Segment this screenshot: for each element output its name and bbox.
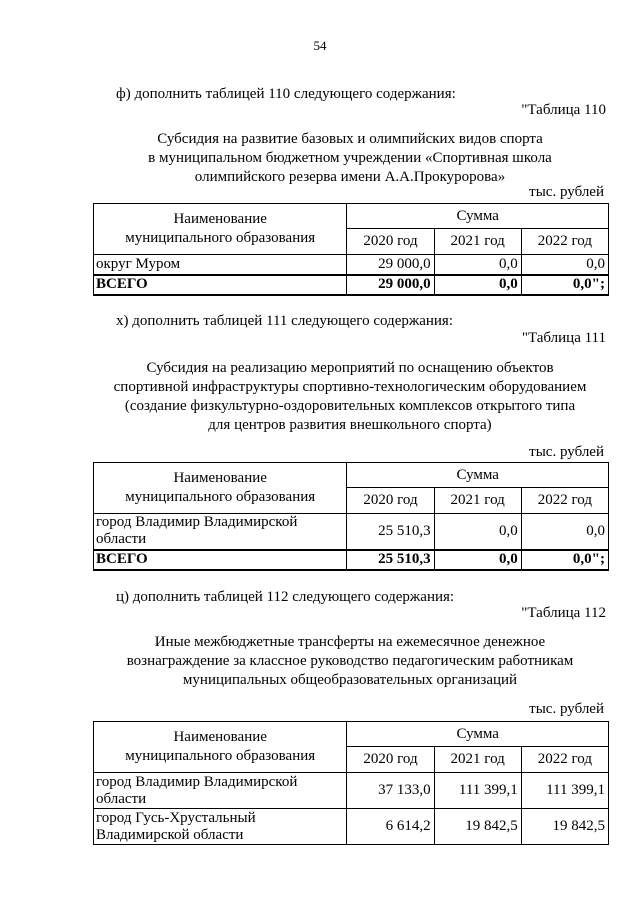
- column-header-year: 2021 год: [434, 488, 521, 514]
- total-row: [94, 550, 609, 570]
- column-header-year: 2020 год: [347, 488, 434, 514]
- value-cell: 25 510,3: [347, 514, 434, 550]
- value-cell: 6 614,2: [347, 809, 434, 845]
- total-label: ВСЕГО: [94, 275, 347, 295]
- table-reference: "Таблица 111: [521, 330, 606, 346]
- subsidy-table-110: [93, 203, 609, 296]
- units-label: тыс. рублей: [529, 184, 604, 200]
- value-cell: 29 000,0: [347, 255, 434, 275]
- section-intro: ц) дополнить таблицей 112 следующего содержания:: [116, 589, 455, 605]
- total-value: 0,0";: [521, 275, 608, 295]
- value-cell: 37 133,0: [347, 773, 434, 809]
- table-title: Иные межбюджетные трансферты на ежемесячное денежное вознаграждение за классное руководство педагогическим работникам муниципальных общеобразовательных организаций: [126, 634, 574, 688]
- column-header-name: Наименование муниципального образования: [94, 722, 347, 773]
- value-cell: 0,0: [521, 514, 608, 550]
- column-header-year: 2022 год: [521, 229, 608, 255]
- column-header-year: 2020 год: [347, 747, 434, 773]
- column-header-sum: Сумма: [347, 204, 609, 229]
- table-title: Субсидия на развитие базовых и олимпийских видов спорта в муниципальном бюджетном учреждении «Спортивная школа олимпийского резерва имени А.А.Прокуророва»: [148, 131, 552, 185]
- table-row: [94, 773, 609, 809]
- municipality-name: округ Муром: [94, 255, 347, 275]
- page-number: 54: [313, 38, 327, 53]
- column-header-year: 2022 год: [521, 747, 608, 773]
- units-label: тыс. рублей: [529, 701, 604, 717]
- column-header-name: Наименование муниципального образования: [94, 463, 347, 514]
- table-row: [94, 514, 609, 550]
- column-header-name: Наименование муниципального образования: [94, 204, 347, 255]
- column-header-year: 2020 год: [347, 229, 434, 255]
- total-value: 25 510,3: [347, 550, 434, 570]
- column-header-year: 2022 год: [521, 488, 608, 514]
- municipality-name: город Владимир Владимирской области: [94, 514, 347, 550]
- column-header-sum: Сумма: [347, 463, 609, 488]
- value-cell: 19 842,5: [434, 809, 521, 845]
- value-cell: 0,0: [434, 514, 521, 550]
- value-cell: 19 842,5: [521, 809, 608, 845]
- column-header-year: 2021 год: [434, 229, 521, 255]
- table-row: [94, 255, 609, 275]
- municipality-name: город Гусь-Хрустальный Владимирской области: [94, 809, 347, 845]
- section-intro: ф) дополнить таблицей 110 следующего содержания:: [116, 86, 456, 102]
- table-row: [94, 809, 609, 845]
- table-reference: "Таблица 112: [521, 605, 606, 621]
- value-cell: 111 399,1: [434, 773, 521, 809]
- value-cell: 0,0: [521, 255, 608, 275]
- total-value: 0,0: [434, 275, 521, 295]
- table-title: Субсидия на реализацию мероприятий по оснащению объектов спортивной инфраструктуры спортивно-технологическим оборудованием (создание физкультурно-оздоровительных комплексов открытого типа для центров развития внешкольного спорта): [113, 360, 587, 433]
- units-label: тыс. рублей: [529, 444, 604, 460]
- column-header-sum: Сумма: [347, 722, 609, 747]
- table-reference: "Таблица 110: [521, 102, 606, 118]
- total-value: 29 000,0: [347, 275, 434, 295]
- total-row: [94, 275, 609, 295]
- municipality-name: город Владимир Владимирской области: [94, 773, 347, 809]
- total-label: ВСЕГО: [94, 550, 347, 570]
- column-header-year: 2021 год: [434, 747, 521, 773]
- total-value: 0,0: [434, 550, 521, 570]
- total-value: 0,0";: [521, 550, 608, 570]
- value-cell: 111 399,1: [521, 773, 608, 809]
- section-intro: х) дополнить таблицей 111 следующего содержания:: [116, 313, 453, 329]
- value-cell: 0,0: [434, 255, 521, 275]
- transfer-table-112: [93, 721, 609, 845]
- subsidy-table-111: [93, 462, 609, 571]
